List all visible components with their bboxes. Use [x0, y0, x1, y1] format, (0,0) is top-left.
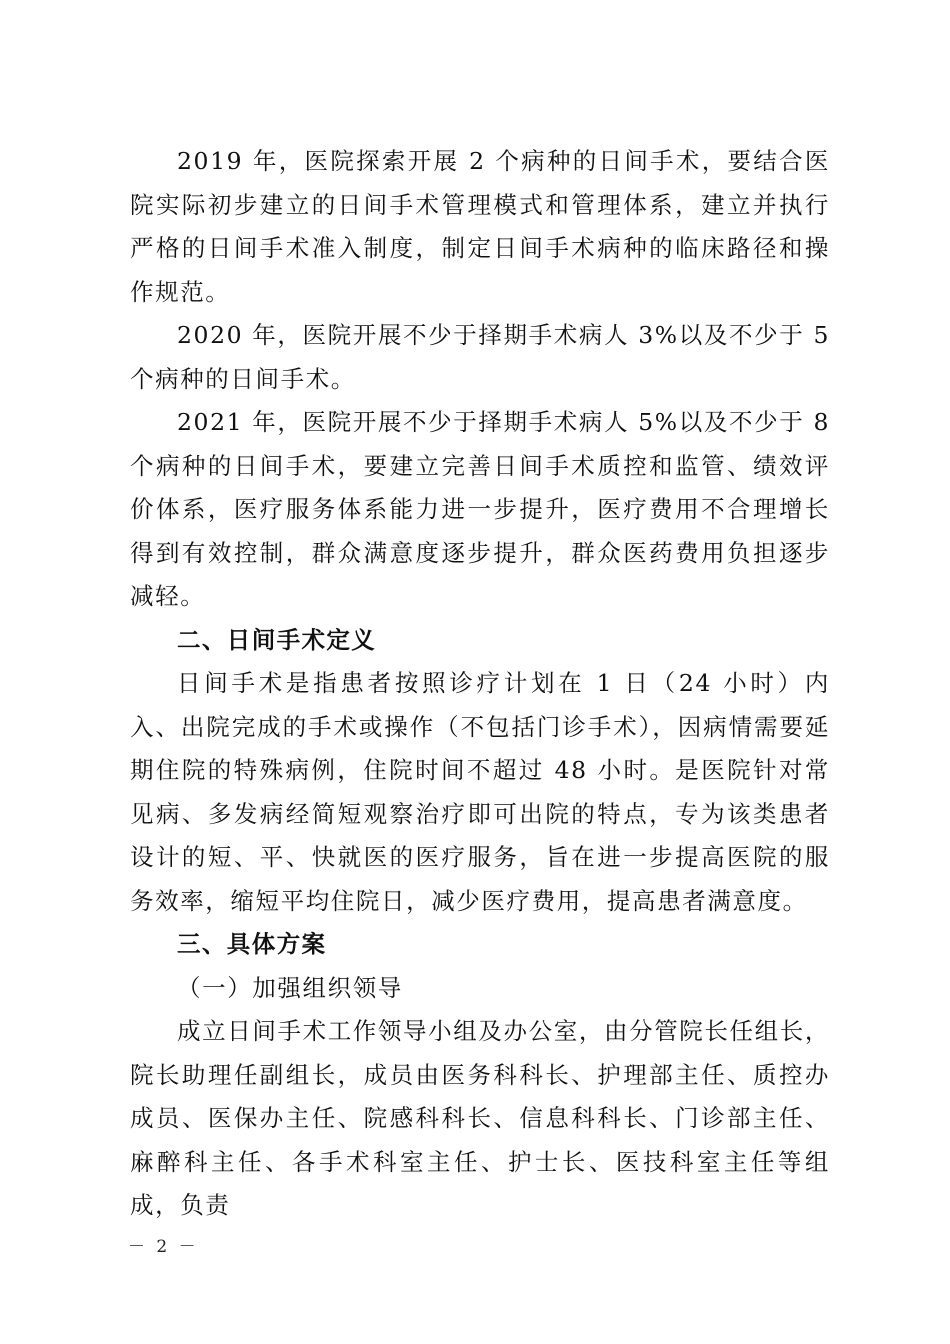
paragraph-definition: 日间手术是指患者按照诊疗计划在 1 日（24 小时）内入、出院完成的手术或操作（不包括门诊手术），因病情需要延期住院的特殊病例，住院时间不超过 48 小时。是医院针对常见病、多发病经简短观察治疗即可出院的特点，专为该类患者设计的短、平、快就医的医疗服务，旨在进一步提高医院的服务效率，缩短平均住院日，减少医疗费用，提高患者满意度。	[130, 669, 830, 915]
page-number: － 2 －	[128, 1237, 199, 1257]
document-body	[130, 140, 830, 1228]
paragraph-2019: 2019 年，医院探索开展 2 个病种的日间手术，要结合医院实际初步建立的日间手术管理模式和管理体系，建立并执行严格的日间手术准入制度，制定日间手术病种的临床路径和操作规范。	[130, 147, 830, 306]
paragraph-2020: 2020 年，医院开展不少于择期手术病人 3%以及不少于 5 个病种的日间手术。	[130, 321, 830, 393]
paragraph-organization: 成立日间手术工作领导小组及办公室，由分管院长任组长，院长助理任副组长，成员由医务科科长、护理部主任、质控办成员、医保办主任、院感科科长、信息科科长、门诊部主任、麻醉科主任、各手术科室主任、护士长、医技科室主任等组成，负责	[130, 1017, 830, 1219]
section-heading-definition: 二、日间手术定义	[177, 625, 377, 654]
section-heading-plan: 三、具体方案	[177, 930, 327, 958]
paragraph-2021: 2021 年，医院开展不少于择期手术病人 5%以及不少于 8 个病种的日间手术，要建立完善日间手术质控和监管、绩效评价体系，医疗服务体系能力进一步提升，医疗费用不合理增长得到有效控制，群众满意度逐步提升，群众医药费用负担逐步减轻。	[130, 408, 830, 610]
subsection-heading-organization: （一）加强组织领导	[177, 973, 403, 1002]
